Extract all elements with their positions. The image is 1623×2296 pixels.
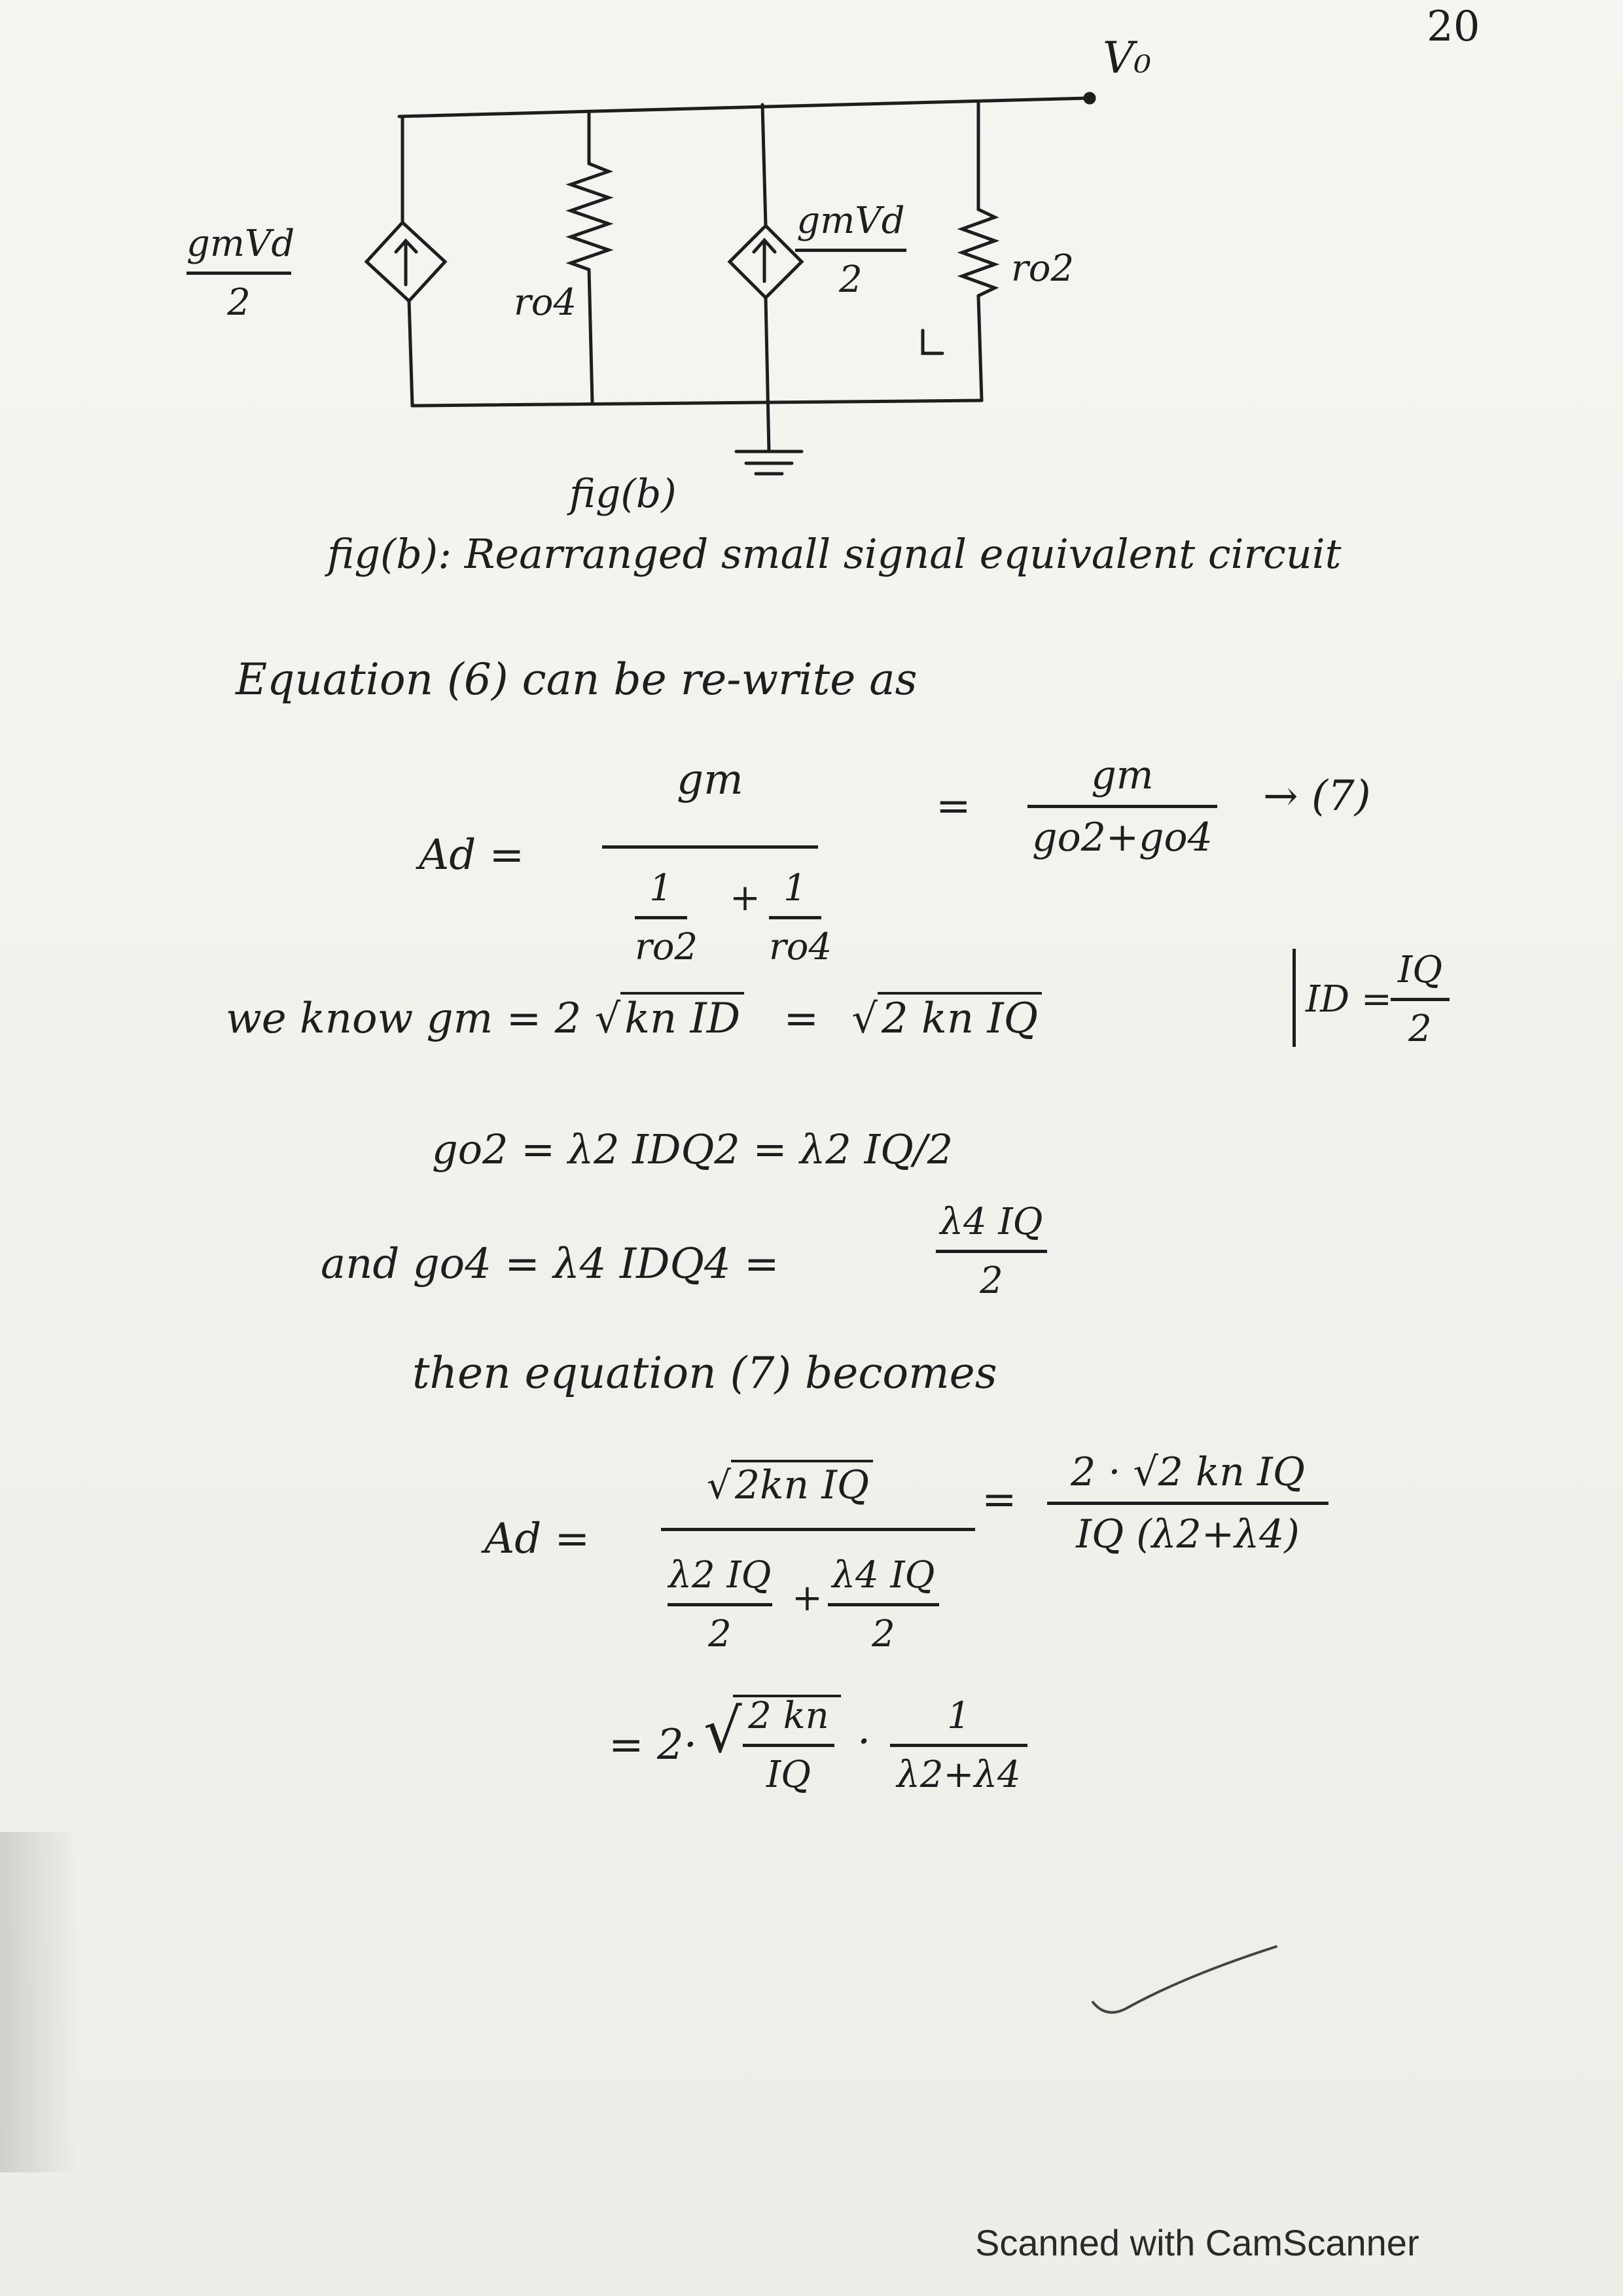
ro2-label: ro2 xyxy=(1011,247,1075,290)
page-edge-shadow xyxy=(0,1832,79,2172)
check-mark-icon xyxy=(1086,1937,1283,2028)
final-eq-numerator: √ 2kn IQ xyxy=(707,1462,873,1508)
source-2-label: gmVd 2 xyxy=(795,200,906,301)
source-2-arrow xyxy=(754,240,775,281)
final-eq-plus: + xyxy=(792,1577,823,1619)
side-note-lhs: ID = xyxy=(1306,978,1392,1021)
source-1-label: gmVd 2 xyxy=(187,222,295,324)
final-eq-line2-radical: √ xyxy=(704,1696,742,1766)
ro4-label: ro4 xyxy=(514,281,577,324)
eq7-plus: + xyxy=(730,877,760,919)
bottom-rail-wire xyxy=(412,400,982,406)
known-line-3: and go4 = λ4 IDQ4 = xyxy=(321,1240,779,1288)
output-node xyxy=(1085,94,1094,103)
then-line: then equation (7) becomes xyxy=(412,1348,997,1398)
scanner-watermark: Scanned with CamScanner xyxy=(975,2222,1419,2263)
eq7-f1-den-a: 1 ro2 xyxy=(635,867,698,968)
eq7-f1-den-b: 1 ro4 xyxy=(769,867,832,968)
known-line-3-fraction: λ4 IQ 2 xyxy=(936,1201,1047,1302)
ro2-resistor xyxy=(962,209,995,296)
final-eq-line2-fraction: 1 λ2+λ4 xyxy=(890,1695,1027,1796)
output-voltage-label: V₀ xyxy=(1103,33,1152,83)
figure-short-label: fig(b) xyxy=(569,471,677,517)
eq7-reference: → (7) xyxy=(1263,772,1371,821)
final-eq-line2-radical-bar xyxy=(733,1695,841,1697)
source-1-arrow xyxy=(396,241,416,285)
final-eq-lhs: Ad = xyxy=(484,1515,590,1563)
side-note-fraction: IQ 2 xyxy=(1391,949,1450,1050)
known-line-2: go2 = λ2 IDQ2 = λ2 IQ/2 xyxy=(432,1125,954,1173)
final-eq-rhs: 2 · √2 kn IQ IQ (λ2+λ4) xyxy=(1047,1449,1329,1557)
page-number: 20 xyxy=(1427,3,1480,51)
eq7-lhs: Ad = xyxy=(419,831,525,879)
eq7-f1-num: gm xyxy=(677,756,743,804)
final-eq-equals: = xyxy=(982,1475,1017,1524)
final-eq-main-bar xyxy=(661,1528,975,1531)
eq7-f1-bar xyxy=(602,845,818,849)
final-eq-line2-sqrt-fraction: 2 kn IQ xyxy=(743,1695,834,1796)
final-eq-line2-prefix: = 2· xyxy=(609,1721,698,1769)
ground-symbol xyxy=(736,451,802,474)
intro-line: Equation (6) can be re-write as xyxy=(236,654,918,705)
final-eq-line2-dot: · xyxy=(857,1718,871,1766)
side-note-divider xyxy=(1293,949,1296,1047)
figure-caption: fig(b): Rearranged small signal equivalent circuit xyxy=(327,530,1342,578)
final-eq-den-a: λ2 IQ 2 xyxy=(668,1554,772,1655)
eq7-equals: = xyxy=(936,782,971,830)
top-rail-wire xyxy=(399,98,1086,116)
eq7-f2: gm go2+go4 xyxy=(1027,752,1217,860)
final-eq-den-b: λ4 IQ 2 xyxy=(828,1554,939,1655)
known-line-1: we know gm = 2 √kn ID = √2 kn IQ xyxy=(226,995,1042,1043)
ro4-resistor xyxy=(571,164,609,270)
